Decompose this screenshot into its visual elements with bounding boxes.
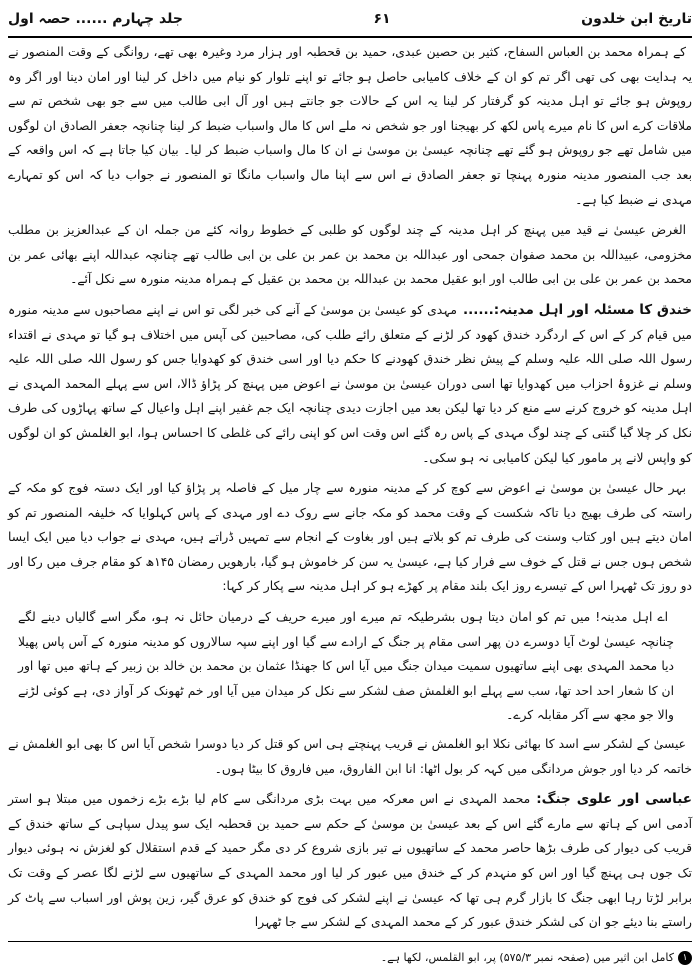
paragraph — [8, 40, 692, 212]
section-heading: خندق کا مسئلہ اور اہل مدینہ:...... — [463, 301, 693, 318]
paragraph-text: عیسیٰ کے لشکر سے اسد کا بھائی نکلا ابو الغلمش نے قریب پہنچتے ہی اس کو قتل کر دیا دوسرا شخص آیا اس کا بھی ابو الغلمش نے خاتمہ کر دیا اور جوش مردانگی میں کہہ کر بول اٹھا: انا ابن الفاروق، میں فاروق کا بیٹا ہوں۔ — [8, 737, 692, 776]
section-heading: عباسی اور علوی جنگ: — [536, 791, 692, 808]
paragraph — [8, 732, 692, 781]
paragraph — [8, 476, 692, 599]
paragraph-text: الغرض عیسیٰ نے قید میں پہنچ کر اہل مدینہ کے چند لوگوں کو طلبی کے خطوط روانہ کئے من جملہ ان کے عبدالعزیز بن مطلب مخزومی، عبیداللہ بن محمد صفوان جمحی اور عبداللہ بن محمد بن عمر بن علی بن ابی طالب تھے چنانچہ عبداللہ اپنے بھائی عمر بن محمد بن عمر بن علی بن ابی طالب اور ابو عقیل محمد بن عبداللہ بن محمد بن عقیل کے ہمراہ مدینہ منورہ سے نکل آئے۔ — [8, 223, 692, 287]
paragraph-text: اے اہل مدینہ! میں تم کو امان دیتا ہوں بشرطیکہ تم میرے اور میرے حریف کے درمیان حائل نہ ہو، مگر اسے گالیاں دینے لگے چنانچہ عیسیٰ لوٹ آیا دوسرے دن پھر اسی مقام پر جنگ کے ارادے سے گیا اور اپنے سپہ سالاروں کو مدینہ منورہ کے آس پاس پھیلا دیا محمد المہدی بھی اپنے ساتھیوں سمیت میدان جنگ میں آیا اس کا جھنڈا عثمان بن محمد بن خالد بن زبیر کے ہاتھ میں تھا اور ان کا شعار احد احد تھا، سب سے پہلے ابو الغلمش صف لشکر سے نکل کر میدان میں آیا اور خم ٹھونک کر آواز دی، ہے کوئی لڑنے والا جو مجھ سے آکر مقابلہ کرے۔ — [18, 610, 674, 723]
page-header — [8, 2, 692, 36]
footnote — [8, 948, 692, 968]
footnote-text: کامل ابن اثیر میں (صفحہ نمبر ۵۷۵/۳) پر، ابو القلمس، لکھا ہے۔ — [380, 951, 674, 964]
page-body — [8, 40, 692, 936]
paragraph-text: محمد المہدی نے اس معرکہ میں بہت بڑی مردانگی سے کام لیا بڑے بڑے زخموں میں مبتلا ہو استر آدمی اس کے ہاتھ سے مارے گئے اس کے بعد عیسیٰ بن موسیٰ کے حکم سے حمید بن قحطبہ ایک سو پیدل سپاہی کے ساتھ خندق کے قریب کی دیوار کی طرف بڑھا حاصر محمد کے ساتھیوں نے تیر بازی شروع کر دی مگر حمید کے قدم استقلال کو لغزش نہ ہوئی دیوار تک جوں ہی پہنچ گیا اور اس کو منہدم کر کے خندق میں عبور کر لیا اور محمد المہدی کے ساتھیوں سے لڑنے لگا عصر کے وقت تک برابر لڑتا رہا ابھی جنگ کا بازار گرم ہی تھا کہ عیسیٰ نے اپنے لشکر کی فوج کو خندق کو عرق گیر، زین پوش اور اسباب سے پاٹ کر راستے بنا دیئے جو ان کی لشکر خندق عبور کر کے محمد المہدی کے لشکر سے جا ٹھہرا — [8, 792, 692, 930]
paragraph — [8, 298, 692, 470]
footnote-rule — [8, 941, 692, 942]
quoted-speech — [8, 605, 692, 728]
paragraph — [8, 787, 692, 935]
footnote-marker: ۱ — [678, 951, 692, 965]
paragraph-text: مہدی کو عیسیٰ بن موسیٰ کے آنے کی خبر لگی تو اس نے اپنے مصاحبوں سے مدینہ منورہ میں قیام کر کے اس کے اردگرد خندق کھود کر لڑنے کے متعلق رائے طلب کی، مصاحبین کی آپس میں اختلاف ہو گیا تو مہدی نے اقتداء رسول اللہ صلی اللہ علیہ وسلم کے پیش نظر خندق کھودنے کا حکم دیا اور اسی خندق کو کھدوایا جس کو رسول اللہ صلی اللہ علیہ وسلم نے غزوۂ احزاب میں کھدوایا تھا اسی دوران عیسیٰ بن موسیٰ نے اعوض میں پہنچ کر پڑاؤ ڈالا، اس سے پہلے المحمد المہدی نے اہل مدینہ کو خروج کرنے سے منع کر دیا تھا لیکن بعد میں اجازت دیدی چنانچہ ایک جم غفیر اپنے اہل واعیال کے ساتھ پہاڑوں کی طرف نکل کر چلا گیا گنتی کے چند لوگ مہدی کے پاس رہ گئے اس وقت اس کو اپنی رائے کی غلطی کا احساس ہوا، ابو الغلمش کو ان لوگوں کو واپس لانے پر مامور کیا لیکن کامیابی نہ ہو سکی۔ — [8, 302, 692, 465]
volume-label: جلد چہارم ...... حصہ اول — [8, 11, 183, 27]
book-title: تاریخ ابن خلدون — [581, 11, 692, 27]
page-number: ۶۱ — [373, 11, 391, 27]
paragraph-text: بہر حال عیسیٰ بن موسیٰ نے اعوض سے کوچ کر کے مدینہ منورہ سے چار میل کے فاصلہ پر پڑاؤ کیا اور ایک دستہ فوج کو مکہ کے راستہ کی طرف بھیج دیا تاکہ شکست کے وقت محمد کو مکہ جانے سے روک دے اور مہدی کے پاس کہلوایا کہ خلیفہ المنصور تم کو امان دیتے ہیں اور کتاب وسنت کی طرف تم کو بلاتے ہیں اور بغاوت کے انجام سے تمہیں ڈراتے ہیں، مہدی نے جواب دیا میں ایک ایسا شخص ہوں جس نے قتل کے خوف سے فرار کیا ہے، عیسیٰ یہ سن کر خاموش ہو گیا، بارھویں رمضان ۱۴۵ھ کو مقام جرف میں رکا اور دو روز تک ٹھہرا اس کے تیسرے روز ایک بلند مقام پر کھڑے ہو کر اہل مدینہ سے پکار کر کہا: — [8, 481, 692, 594]
paragraph — [8, 218, 692, 292]
header-rule — [8, 36, 692, 38]
paragraph-text: کے ہمراہ محمد بن العباس السفاح، کثیر بن حصین عبدی، حمید بن قحطبہ اور ہزار مرد وغیرہ بھی تھے، روانگی کے وقت المنصور نے یہ ہدایت بھی کی تھی اگر تم کو ان کے خلاف کامیابی حاصل ہو جائے تو اپنے تلوار کو نیام میں داخل کر لینا اور امان دینا اور اگر وہ روپوش ہو جائے تو اہل مدینہ کو گرفتار کر لینا یہ اس کے حالات جو جانتے ہیں اور آل ابی طالب میں سے جو بھی شخص تم سے ملاقات کرے اس کا نام میرے پاس لکھ کر بھیجنا اور جو شخص نہ ملے اس کا مال واسباب ضبط کر لینا چنانچہ جعفر الصادق ان لوگوں میں شامل تھے جو روپوش ہو گئے تھے چنانچہ عیسیٰ بن موسیٰ نے ان کا مال واسباب ضبط کر لیا۔ بیان کیا جاتا ہے کہ اس واقعہ کے بعد جب المنصور مدینہ منورہ پہنچا تو جعفر الصادق نے اس سے اپنا مال واسباب مانگا تو المنصور نے جواب دیا کہ اس کو تمہارے مہدی نے ضبط کیا ہے۔ — [8, 45, 692, 207]
